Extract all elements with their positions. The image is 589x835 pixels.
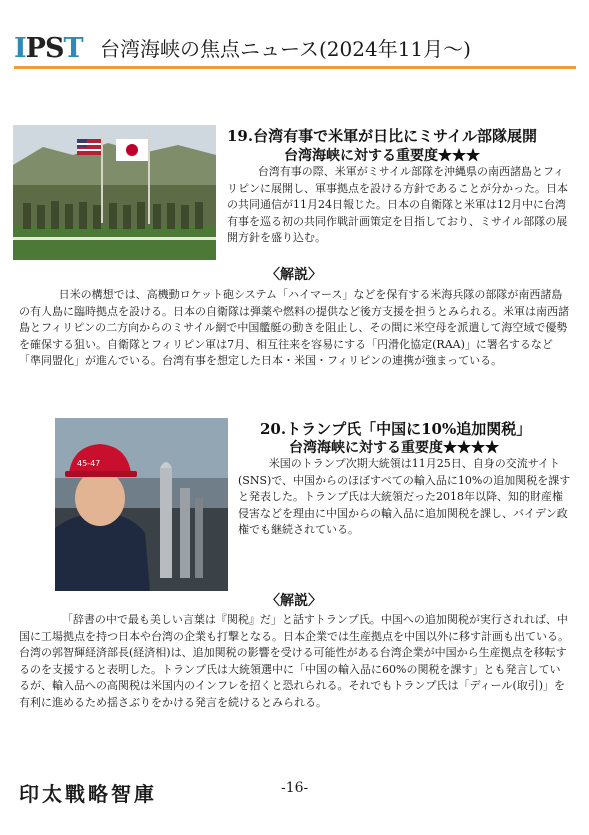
article-20-title: 20.トランプ氏「中国に10%追加関税」	[260, 420, 532, 438]
logo-letter-t: T	[63, 33, 83, 64]
article-19-importance: 台湾海峡に対する重要度★★★	[284, 148, 480, 164]
article-20-photo	[55, 418, 228, 591]
article-19-photo	[13, 125, 216, 260]
article-19-explanation: 日米の構想では、高機動ロケット砲システム「ハイマース」などを保有する米海兵隊の部隊が南西諸島の有人島に臨時拠点を設ける。日本の自衛隊は弾薬や燃料の提供など後方支援を担うとみられる。米軍は南西諸島とフィリピンの二方向からのミサイル網で中国艦艇の動きを阻止し、その間に米空母を派遣して海空域で優勢を確保する狙い。自衛隊とフィリピン軍は7月、相互往来を容易にする「円滑化協定(RAA)」に署名するなど「準同盟化」が進んでいる。台湾有事を想定した日本・米国・フィリピンの連携が強まっている。	[19, 288, 569, 367]
article-19-title: 19.台湾有事で米軍が日比にミサイル部隊展開	[227, 127, 538, 145]
article-20-explanation-heading: 〈解説〉	[266, 593, 322, 609]
article-19-body: 台湾有事の際、米軍がミサイル部隊を沖縄県の南西諸島とフィリピンに展開し、軍事拠点を設ける方針であることが分かった。日本の共同通信が11月24日報じた。日本の自衛隊と米軍は12月中に台湾有事を巡る初の共同作戦計画策定を目指しており、ミサイル部隊の展開方針を盛り込む。	[227, 165, 568, 244]
article-19-explanation-heading: 〈解説〉	[266, 267, 322, 283]
article-20-body: 米国のトランプ次期大統領は11月25日、自身の交流サイト(SNS)で、中国からのほぼすべての輸入品に10%の追加関税を課すと発表した。トランプ氏は大統領だった2018年以降、知的財産権侵害などを理由に中国からの輸入品に追加関税を課し、バイデン政権でも継続されている。	[238, 457, 571, 536]
trump-red-hat-image	[55, 418, 228, 591]
ipst-logo	[14, 34, 83, 64]
hat-text: 45-47	[77, 459, 101, 468]
header-divider	[14, 66, 576, 69]
page-number: -16-	[281, 780, 309, 796]
page-header	[14, 34, 576, 68]
article-20-explanation: 「辞書の中で最も美しい言葉は『関税』だ」と話すトランプ氏。中国への追加関税が実行されれば、中国に工場拠点を持つ日本や台湾の企業も打撃となる。日本企業では生産拠点を中国以外に移す計画も出ている。台湾の郭智輝経済部長(経済相)は、追加関税の影響を受ける可能性がある台湾企業が中国から生産拠点を移転するのを支援すると表明した。トランプ氏は大統領選中に「中国の輸入品に60%の関税を課す」とも発言しているが、輸入品への高関税は米国内のインフレを招くと恐れられる。それでもトランプ氏は「ディール(取引)」を有利に進めるため揺さぶりをかける発言を続けるとみられる。	[19, 613, 569, 709]
logo-letter-p: P	[25, 33, 45, 64]
logo-letter-i: I	[14, 33, 26, 64]
logo-letter-s: S	[44, 33, 64, 64]
page-title: 台湾海峡の焦点ニュース(2024年11月〜)	[100, 37, 471, 61]
military-parade-image	[13, 125, 216, 260]
footer-org-name: 印太戰略智庫	[19, 782, 157, 806]
article-20-importance: 台湾海峡に対する重要度★★★★	[289, 440, 499, 456]
